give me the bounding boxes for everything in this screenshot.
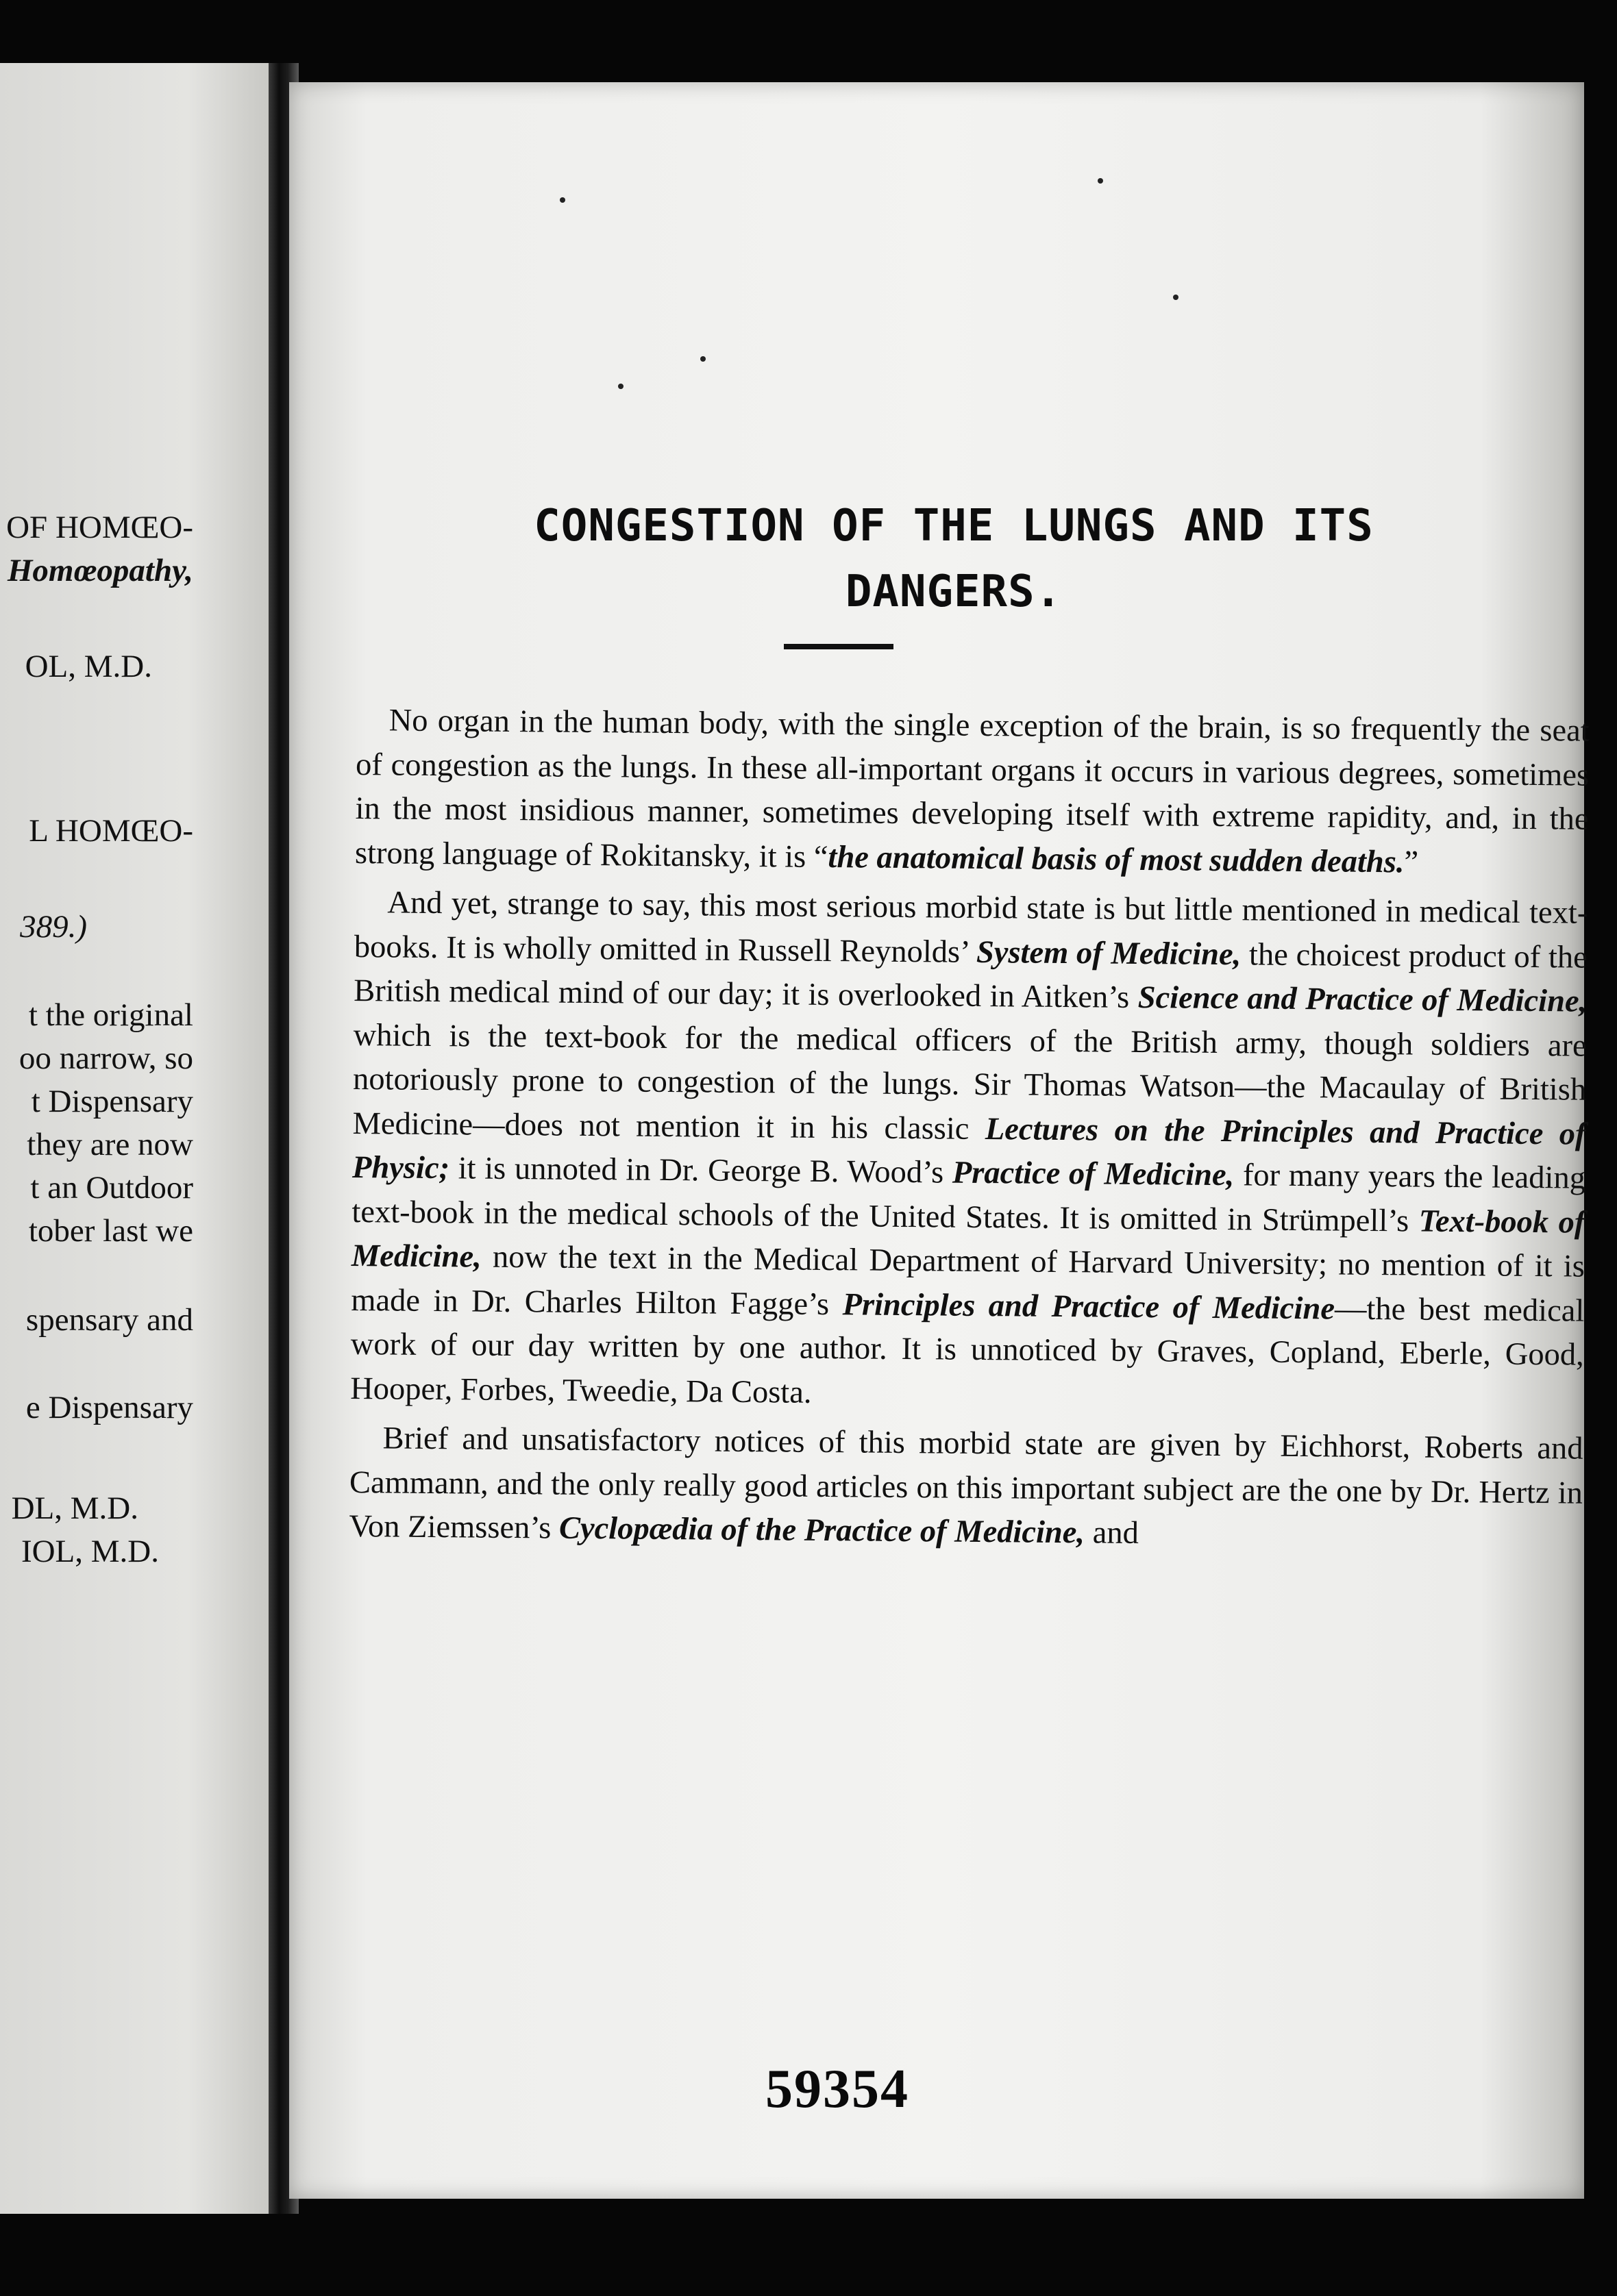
left-page-line: e Dispensary (25, 1390, 193, 1425)
paragraph-1 (355, 699, 1590, 886)
left-page-line: t the original (28, 997, 193, 1033)
quotation: the anatomical basis of most sudden deaths. (828, 839, 1405, 879)
book-title: Text-book of Medicine, (351, 1203, 1585, 1275)
paragraph-text: Brief and unsatisfactory notices of this morbid state are given by Eichhorst, Roberts and Cammann, and the only really good articles on this important subject are the one by Dr. Hertz in Von Ziemssen’s (349, 1421, 1583, 1546)
book-title: Science and Practice of Medicine, (1137, 979, 1588, 1019)
book-title: Principles and Practice of Medicine (842, 1286, 1335, 1326)
paragraph-text: And yet, strange to say, this most serious morbid state is but little mentioned in medical text-books. It is wholly omitted in Russell Reynolds’ (354, 885, 1588, 970)
page-title (365, 493, 1543, 625)
book-title: System of Medicine, (976, 934, 1242, 972)
paragraph-3 (349, 1417, 1583, 1560)
book-title: Practice of Medicine, (952, 1155, 1235, 1193)
left-page-line: 389.) (20, 909, 87, 945)
title-line-1: CONGESTION OF THE LUNGS AND ITS (534, 501, 1374, 551)
ink-speck (700, 356, 706, 362)
left-page-line: DL, M.D. (11, 1490, 138, 1526)
paragraph-text: —the best medical work of our day written by one author. It is unnoticed by Graves, Copland, Eberle, Good, Hooper, Forbes, Tweedie, Da Costa. (349, 1290, 1585, 1410)
left-page-line: OL, M.D. (25, 649, 152, 684)
body-text (349, 699, 1590, 1560)
left-page-fragment (0, 63, 269, 2214)
book-title: Cyclopædia of the Practice of Medicine, (558, 1510, 1085, 1551)
left-page-line: they are now (27, 1127, 193, 1162)
left-page-line: t Dispensary (31, 1084, 193, 1119)
ink-speck (1098, 178, 1103, 184)
paragraph-text: for many years the leading text-book in the medical schools of the United States. It is omitted in Strümpell’s (351, 1158, 1586, 1239)
book-title: Lectures on the Principles and Practice of Physic; (351, 1111, 1586, 1186)
left-page-line: L HOMŒO- (29, 813, 193, 849)
left-page-line: tober last we (28, 1213, 193, 1249)
paragraph-text: it is unnoted in Dr. George B. Wood’s (449, 1151, 953, 1190)
ink-speck (560, 197, 565, 203)
page-number: 59354 (765, 2059, 909, 2119)
paragraph-text: which is the text-book for the medical officers of the British army, though soldiers are notoriously prone to congestion of the lungs. Sir Thomas Watson—the Macaulay of British Medicine—does not mention it in his classic (352, 1017, 1587, 1147)
left-page-line: IOL, M.D. (21, 1534, 159, 1569)
ink-speck (1173, 295, 1178, 300)
ink-speck (618, 384, 624, 389)
paragraph-text: now the text in the Medical Department of Harvard University; no mention of it is made in Dr. Charles Hilton Fagge’s (351, 1239, 1585, 1322)
left-page-line: Homœopathy, (7, 553, 193, 588)
paragraph-text: No organ in the human body, with the single exception of the brain, is so frequently the seat of congestion as the lungs. In these all-important organs it occurs in various degrees, sometimes in the most insidious manner, sometimes developing itself with extreme rapidity, and, in the strong language of Rokitansky, it is “ (354, 703, 1590, 875)
title-line-2: DANGERS. (845, 566, 1063, 617)
paragraph-text: the choicest product of the British medical mind of our day; it is overlooked in Aitken’s (354, 936, 1588, 1015)
left-page-line: spensary and (25, 1302, 193, 1338)
left-page-line: t an Outdoor (30, 1170, 193, 1206)
closing-quote: ” (1404, 844, 1419, 880)
left-page-line: oo narrow, so (18, 1040, 193, 1076)
main-page (289, 82, 1590, 2199)
left-page-line: OF HOMŒO- (6, 510, 193, 545)
paragraph-2 (350, 881, 1588, 1422)
title-rule (784, 644, 893, 649)
paragraph-text: and (1084, 1515, 1139, 1551)
